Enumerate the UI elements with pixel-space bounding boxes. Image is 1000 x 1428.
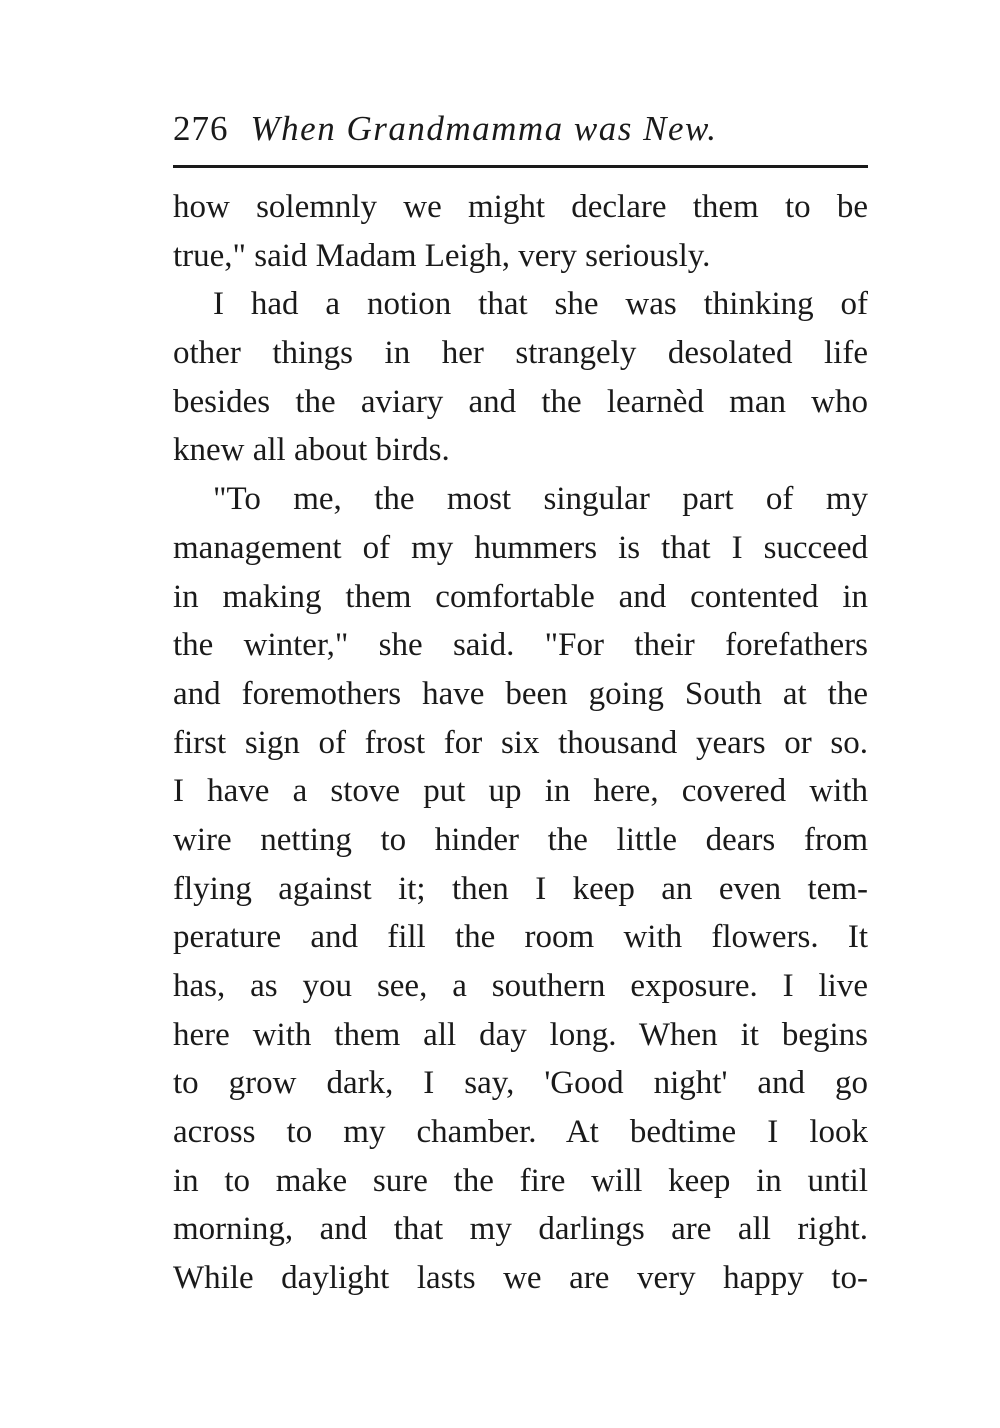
text-line: I have a stove put up in here, covered with: [173, 773, 868, 810]
header-rule: [173, 165, 868, 168]
text-line: true," said Madam Leigh, very seriously.: [173, 237, 711, 274]
body-text: [173, 183, 868, 1303]
text-line: across to my chamber. At bedtime I look: [173, 1114, 868, 1151]
text-line: to grow dark, I say, 'Good night' and go: [173, 1065, 868, 1102]
text-line: wire netting to hinder the little dears from: [173, 821, 868, 858]
text-line: the winter," she said. "For their forefathers: [173, 627, 868, 664]
running-header: [173, 104, 868, 154]
text-line: knew all about birds.: [173, 432, 450, 469]
text-line: management of my hummers is that I succeed: [173, 529, 868, 566]
text-line: how solemnly we might declare them to be: [173, 189, 868, 225]
text-line: I had a notion that she was thinking of: [213, 286, 868, 323]
text-line: "To me, the most singular part of my: [213, 481, 868, 518]
text-line: first sign of frost for six thousand years or so.: [173, 724, 868, 761]
text-line: morning, and that my darlings are all right.: [173, 1211, 868, 1248]
text-line: and foremothers have been going South at the: [173, 675, 868, 712]
text-line: perature and fill the room with flowers. It: [173, 919, 868, 956]
text-line: has, as you see, a southern exposure. I live: [173, 968, 868, 1004]
text-line: flying against it; then I keep an even tem-: [173, 870, 868, 907]
text-line: other things in her strangely desolated life: [173, 335, 868, 372]
text-line: in to make sure the fire will keep in until: [173, 1162, 868, 1199]
text-line: here with them all day long. When it begins: [173, 1016, 868, 1053]
page-number: 276: [173, 109, 229, 148]
running-title: When Grandmamma was New.: [250, 109, 718, 148]
text-line: besides the aviary and the learnèd man who: [173, 383, 868, 420]
text-line: While daylight lasts we are very happy to-: [173, 1260, 868, 1297]
text-line: in making them comfortable and contented in: [173, 578, 868, 615]
